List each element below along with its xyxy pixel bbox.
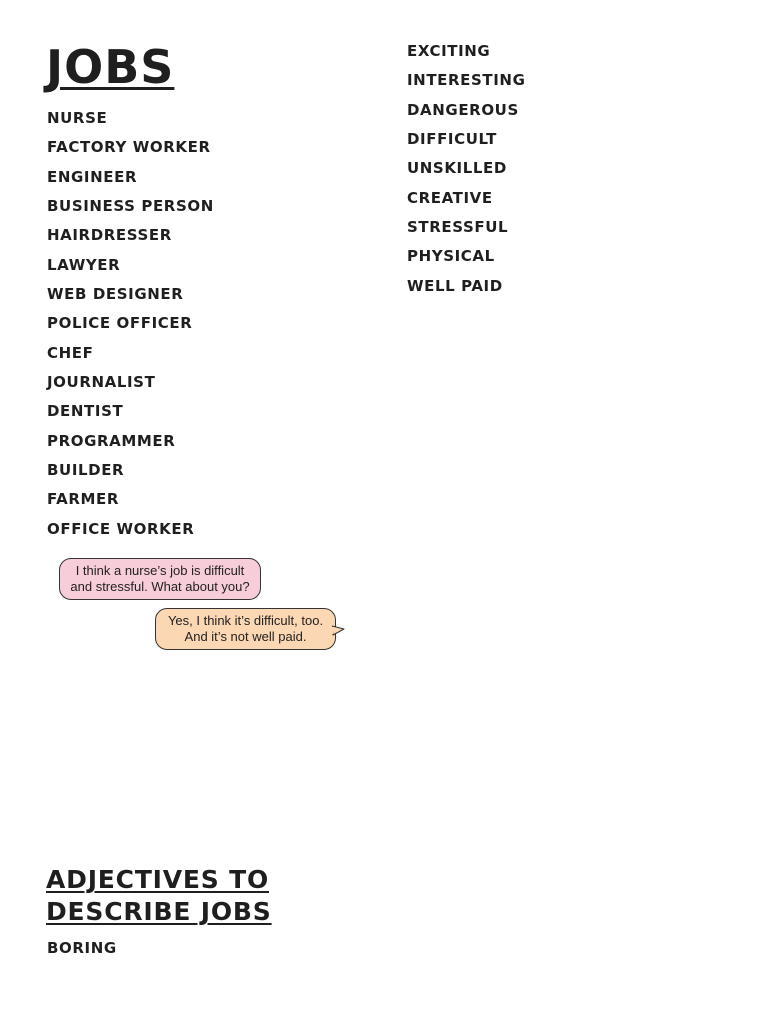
job-item: OFFICE WORKER (47, 519, 195, 538)
adjectives-title (46, 864, 272, 928)
speech-bubble-answer (155, 608, 336, 650)
job-item: DENTIST (47, 402, 124, 421)
bubble-2-line-1: Yes, I think it’s difficult, too. (167, 613, 324, 628)
job-item: NURSE (47, 109, 108, 127)
job-item: POLICE OFFICER (47, 314, 193, 333)
speech-bubble-question (59, 558, 261, 600)
adjective-item: PHYSICAL (407, 247, 495, 266)
jobs-title: JOBS (46, 40, 175, 94)
adjective-item: INTERESTING (407, 71, 526, 90)
adjectives-title-line-1: ADJECTIVES TO (46, 865, 270, 894)
bubble-1-line-2: and stressful. What about you? (70, 579, 250, 594)
job-item: HAIRDRESSER (47, 226, 172, 245)
job-item: JOURNALIST (47, 373, 156, 392)
adjective-item: STRESSFUL (407, 218, 509, 237)
adjectives-list-left (47, 934, 117, 963)
job-item: PROGRAMMER (47, 431, 176, 450)
adjective-item: EXCITING (407, 42, 491, 60)
adjective-item: CREATIVE (407, 188, 493, 207)
adjective-item: DANGEROUS (407, 100, 519, 119)
adjective-item: BORING (47, 939, 117, 957)
job-item: ENGINEER (47, 167, 138, 186)
job-item: FACTORY WORKER (47, 138, 211, 157)
bubble-2-line-2: And it’s not well paid. (184, 629, 307, 644)
jobs-list (47, 104, 214, 544)
job-item: LAWYER (47, 255, 121, 274)
job-item: WEB DESIGNER (47, 285, 184, 304)
adjectives-list-right (407, 37, 526, 301)
adjective-item: UNSKILLED (407, 159, 507, 178)
adjective-item: WELL PAID (407, 276, 503, 295)
job-item: FARMER (47, 490, 120, 509)
bubble-1-line-1: I think a nurse’s job is difficult (75, 563, 245, 578)
adjectives-title-line-2: DESCRIBE JOBS (46, 897, 272, 926)
speech-bubble-tail-icon (332, 624, 346, 638)
job-item: CHEF (47, 343, 94, 362)
job-item: BUILDER (47, 461, 125, 480)
job-item: BUSINESS PERSON (47, 197, 214, 216)
adjective-item: DIFFICULT (407, 130, 498, 149)
